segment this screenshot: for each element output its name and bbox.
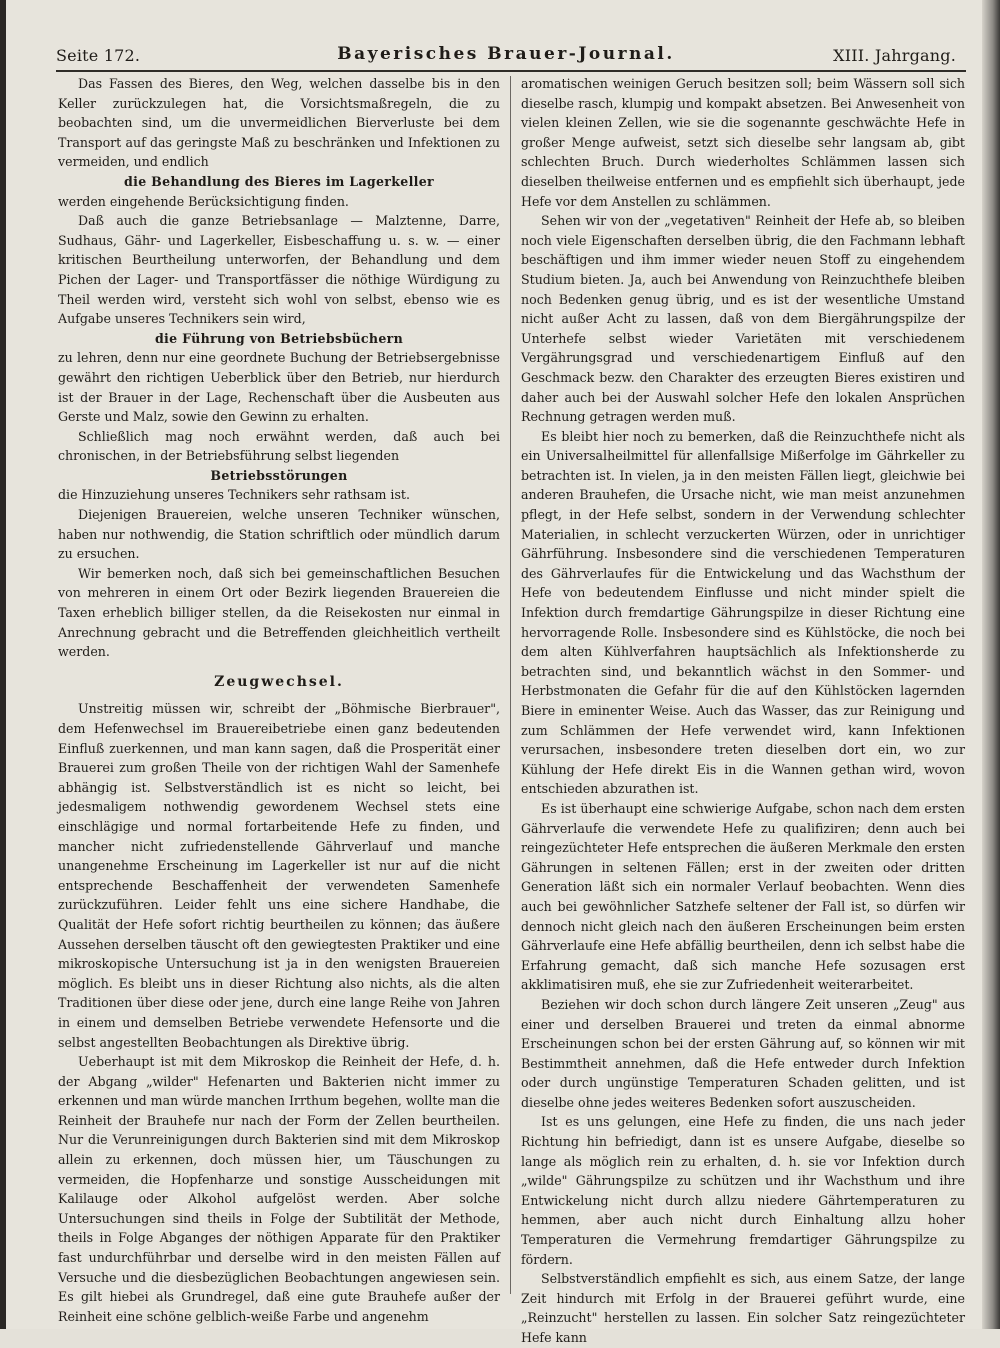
journal-title: Bayerisches Brauer-Journal.	[337, 44, 675, 64]
paragraph: Schließlich mag noch erwähnt werden, daß auch bei chronischen, in der Betriebsführung selbst liegenden	[58, 428, 500, 464]
section-title: Zeugwechsel.	[214, 673, 344, 690]
paragraph: Sehen wir von der „vegetativen" Reinheit der Hefe ab, so bleiben noch viele Eigenschaften derselben übrig, die den Fachmann lebhaft beschäftigen und ihm immer wieder neuen Stoff zu eingehendem Studium bieten. Ja, auch bei Anwendung von Reinzuchthefe bleiben noch Bedenken genug übrig, und es ist der wesentliche Umstand nicht außer Acht zu lassen, daß von dem Biergährungspilze der Unterhefe selbst wieder Varietäten mit verschiedenem Vergährungsgrad und verschiedenartigem Einfluß auf den Geschmack bezw. den Charakter des erzeugten Bieres existiren und daher auch bei der Auswahl solcher Hefe den lokalen Ansprüchen Rechnung getragen werden muß.	[521, 213, 965, 425]
page-number: Seite 172.	[56, 46, 141, 65]
right-column	[521, 74, 965, 1348]
paragraph: werden eingehende Berücksichtigung finden.	[58, 193, 349, 209]
paragraph: aromatischen weinigen Geruch besitzen soll; beim Wässern soll sich dieselbe rasch, klumpig und kompakt absetzen. Bei Anwesenheit von vielen kleinen Zellen, wie sie die sogenannte geschwächte Hefe in großer Menge aufweist, setzt sich dieselbe sehr langsam ab, gibt schlechten Bruch. Durch wiederholtes Schlämmen lassen sich dieselben theilweise entfernen und es empfiehlt sich überhaupt, jede Hefe vor dem Anstellen zu schlämmen.	[521, 76, 965, 209]
paragraph: zu lehren, denn nur eine geordnete Buchung der Betriebsergebnisse gewährt den richtigen Ueberblick über den Betrieb, nur hierdurch ist der Brauer in der Lage, Rechenschaft über die Ausbeuten aus Gerste und Malz, sowie den Gewinn zu erhalten.	[58, 350, 500, 425]
paragraph: Selbstverständlich empfiehlt es sich, aus einem Satze, der lange Zeit hindurch mit Erfolg in der Brauerei geführt wurde, eine „Reinzucht" herstellen zu lassen. Ein solcher Satz reingezüchteter Hefe kann	[521, 1271, 965, 1345]
column-divider	[510, 76, 511, 1294]
subheading: die Behandlung des Bieres im Lagerkeller	[124, 173, 434, 189]
paragraph: Das Fassen des Bieres, den Weg, welchen dasselbe bis in den Keller zurückzulegen hat, die Vorsichtsmaßregeln, die zu beobachten sind, um die unvermeidlichen Bierverluste bei dem Transport auf das geringste Maß zu beschränken und Infektionen zu vermeiden, und endlich	[58, 76, 500, 170]
paragraph: Diejenigen Brauereien, welche unseren Techniker wünschen, haben nur nothwendig, die Station schriftlich oder mündlich darum zu ersuchen.	[58, 507, 500, 562]
paragraph: Beziehen wir doch schon durch längere Zeit unseren „Zeug" aus einer und derselben Brauerei und treten da einmal abnorme Erscheinungen schon bei der ersten Gährung auf, so können wir mit Bestimmtheit annehmen, daß die Hefe entweder durch Infektion oder durch ungünstige Temperaturen Schaden gelitten, und ist dieselbe ohne jedes weiteres Bedenken sofort auszuscheiden.	[521, 996, 965, 1110]
paragraph: Unstreitig müssen wir, schreibt der „Böhmische Bierbrauer", dem Hefenwechsel im Brauereibetriebe einen ganz bedeutenden Einfluß zuerkennen, und man kann sagen, daß die Prosperität einer Brauerei zum großen Theile von der richtigen Wahl der Samenhefe abhängig ist. Selbstverständlich ist es nicht so leicht, bei jedesmaligem nothwendig gewordenem Wechsel stets eine einschlägige und normal fortarbeitende Hefe zu finden, und mancher nicht zufriedenstellende Gährverlauf und manche unangenehme Erscheinung im Lagerkeller ist nur auf die nicht entsprechende Beschaffenheit der verwendeten Samenhefe zurückzuführen. Leider fehlt uns eine sichere Handhabe, die Qualität der Hefe sofort richtig beurtheilen zu können; das äußere Aussehen derselben täuscht oft den gewiegtesten Praktiker und eine mikroskopische Untersuchung ist ja in den wenigsten Brauereien möglich. Es bleibt uns in dieser Richtung also nichts, als die alten Traditionen über diese oder jene, durch eine lange Reihe von Jahren in einem und demselben Betriebe verwendete Hefensorte und die selbst angestellten Beobachtungen als Direktive übrig.	[58, 701, 500, 1050]
paragraph: Es ist überhaupt eine schwierige Aufgabe, schon nach dem ersten Gährverlaufe die verwendete Hefe zu qualifiziren; denn auch bei reingezüchteter Hefe entsprechen die äußeren Merkmale den ersten Gährungen in seltenen Fällen; erst in der zweiten oder dritten Generation läßt sich ein normaler Verlauf beobachten. Wenn dies auch bei gewöhnlicher Satzhefe seltener der Fall ist, so dürfen wir dennoch nicht gleich nach den äußeren Erscheinungen beim ersten Gährverlaufe eine Hefe abfällig beurtheilen, denn ich selbst habe die Erfahrung gemacht, daß sich manche Hefe sozusagen erst akklimatisiren muß, ehe sie zur Zufriedenheit weiterarbeitet.	[521, 800, 965, 993]
paragraph: Ist es uns gelungen, eine Hefe zu finden, die uns nach jeder Richtung hin befriedigt, dann ist es unsere Aufgabe, dieselbe so lange als möglich rein zu erhalten, d. h. sie vor Infektion durch „wilde" Gährungspilze zu schützen und ihr Wachsthum und ihre Entwickelung nicht durch allzu niedere Gährtemperaturen zu hemmen, aber auch nicht durch Einhaltung allzu hoher Temperaturen die Vermehrung fremdartiger Gährungspilze zu fördern.	[521, 1114, 965, 1267]
paragraph: Ueberhaupt ist mit dem Mikroskop die Reinheit der Hefe, d. h. der Abgang „wilder" Hefenarten und Bakterien nicht immer zu erkennen und man würde manchen Irrthum begehen, wollte man die Reinheit der Brauhefe nur nach der Form der Zellen beurtheilen. Nur die Verunreinigungen durch Bakterien sind mit dem Mikroskop allein zu erkennen, doch müssen hier, um Täuschungen zu vermeiden, die Hopfenharze und sonstige Ausscheidungen mit Kalilauge oder Alkohol aufgelöst werden. Aber solche Untersuchungen sind theils in Folge der Subtilität der Methode, theils in Folge Abganges der nöthigen Apparate für den Praktiker fast undurchführbar und derselbe wird in den meisten Fällen auf Versuche und die diesbezüglichen Beobachtungen angewiesen sein. Es gilt hiebei als Grundregel, daß eine gute Brauhefe außer der Reinheit eine schöne gelblich-weiße Farbe und angenehm	[58, 1054, 500, 1324]
paragraph: Daß auch die ganze Betriebsanlage — Malztenne, Darre, Sudhaus, Gähr- und Lagerkeller, Eisbeschaffung u. s. w. — einer kritischen Beurtheilung unterworfen, der Behandlung und dem Pichen der Lager- und Transportfässer die nöthige Würdigung zu Theil werden wird, versteht sich wohl von selbst, ebenso wie es Aufgabe unseres Technikers sein wird,	[58, 213, 500, 327]
left-column	[58, 74, 500, 1326]
scan-edge-right	[982, 0, 1000, 1329]
page-header	[56, 44, 956, 70]
header-rule	[56, 70, 966, 72]
scan-edge-left	[0, 0, 6, 1329]
subheading: die Führung von Betriebsbüchern	[154, 330, 404, 346]
paragraph: die Hinzuziehung unseres Technikers sehr rathsam ist.	[58, 487, 410, 503]
subheading: Betriebsstörungen	[210, 467, 348, 483]
volume-label: XIII. Jahrgang.	[833, 46, 956, 65]
paragraph: Es bleibt hier noch zu bemerken, daß die Reinzuchthefe nicht als ein Universalheilmittel für allenfallsige Mißerfolge im Gährkeller zu betrachten ist. In vielen, ja in den meisten Fällen liegt, gleichwie bei anderen Brauhefen, die Ursache nicht, wie man meist anzunehmen pflegt, in der Hefe selbst, sondern in der Verwendung schlechter Materialien, in schlecht verzuckerten Würzen, oder in unrichtiger Gährführung. Insbesondere sind die verschiedenen Temperaturen des Gährverlaufes für die Entwickelung und das Wachsthum der Hefe von bedeutendem Einflusse und nicht minder spielt die Infektion durch fremdartige Gährungspilze in dieser Richtung eine hervorragende Rolle. Insbesondere sind es Kühlstöcke, die noch bei dem alten Kühlverfahren hauptsächlich als Infektionsherde zu betrachten sind, und bekanntlich wächst in den Sommer- und Herbstmonaten die Gefahr für die auf den Kühlstöcken lagernden Biere in eminenter Weise. Auch das Wasser, das zur Reinigung und zum Schlämmen der Hefe verwendet wird, kann Infektionen verursachen, insbesondere treten dieselben dort ein, wo zur Kühlung der Hefe direkt Eis in die Wannen gethan wird, wovon entschieden abzurathen ist.	[521, 428, 965, 797]
paragraph: Wir bemerken noch, daß sich bei gemeinschaftlichen Besuchen von mehreren in einem Ort oder Bezirk liegenden Brauereien die Taxen erheblich billiger stellen, da die Reisekosten nur einmal in Anrechnung gebracht und die Betreffenden gleichheitlich vertheilt werden.	[58, 565, 500, 660]
